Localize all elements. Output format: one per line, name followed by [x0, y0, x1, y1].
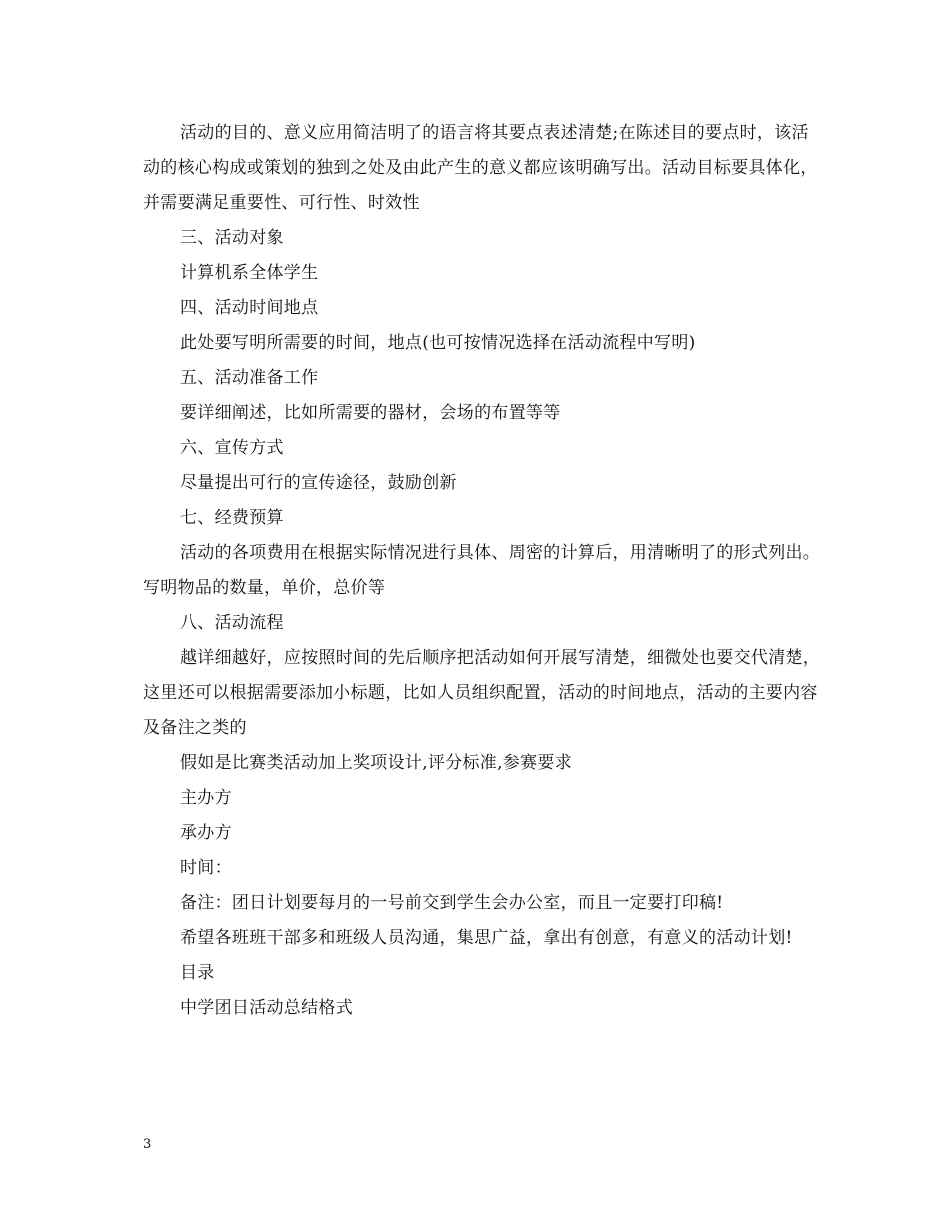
- page-number: 3: [143, 1137, 152, 1152]
- heading-process: 八、活动流程: [180, 613, 284, 633]
- heading-budget: 七、经费预算: [180, 508, 284, 528]
- paragraph-promotion: 尽量提出可行的宣传途径，鼓励创新: [180, 473, 457, 493]
- paragraph-organizer: 主办方: [180, 788, 232, 808]
- paragraph-remark: 备注：团日计划要每月的一号前交到学生会办公室，而且一定要打印稿!: [180, 893, 724, 913]
- heading-preparation: 五、活动准备工作: [180, 368, 319, 388]
- paragraph-summary-format: 中学团日活动总结格式: [180, 998, 353, 1018]
- paragraph-hope: 希望各班班干部多和班级人员沟通，集思广益，拿出有创意，有意义的活动计划!: [180, 928, 793, 948]
- heading-promotion: 六、宣传方式: [180, 438, 284, 458]
- paragraph-time: 时间：: [180, 858, 232, 878]
- paragraph-contents: 目录: [180, 963, 215, 983]
- paragraph-activity-target: 计算机系全体学生: [180, 263, 319, 283]
- paragraph-time-place: 此处要写明所需要的时间，地点(也可按情况选择在活动流程中写明): [180, 333, 696, 353]
- paragraph-budget: 活动的各项费用在根据实际情况进行具体、周密的计算后，用清晰明了的形式列出。写明物品的数量，单价，总价等: [143, 543, 821, 598]
- paragraph-preparation: 要详细阐述，比如所需要的器材，会场的布置等等: [180, 403, 561, 423]
- paragraph-competition: 假如是比赛类活动加上奖项设计,评分标准,参赛要求: [180, 753, 573, 773]
- document-body: [143, 116, 823, 1026]
- paragraph-purpose: 活动的目的、意义应用简洁明了的语言将其要点表述清楚;在陈述目的要点时，该活动的核心构成或策划的独到之处及由此产生的意义都应该明确写出。活动目标要具体化，并需要满足重要性、可行性、时效性: [143, 123, 818, 213]
- heading-time-place: 四、活动时间地点: [180, 298, 319, 318]
- paragraph-process: 越详细越好，应按照时间的先后顺序把活动如何开展写清楚，细微处也要交代清楚，这里还可以根据需要添加小标题，比如人员组织配置，活动的时间地点，活动的主要内容及备注之类的: [143, 648, 821, 738]
- paragraph-co-organizer: 承办方: [180, 823, 232, 843]
- heading-activity-target: 三、活动对象: [180, 228, 284, 248]
